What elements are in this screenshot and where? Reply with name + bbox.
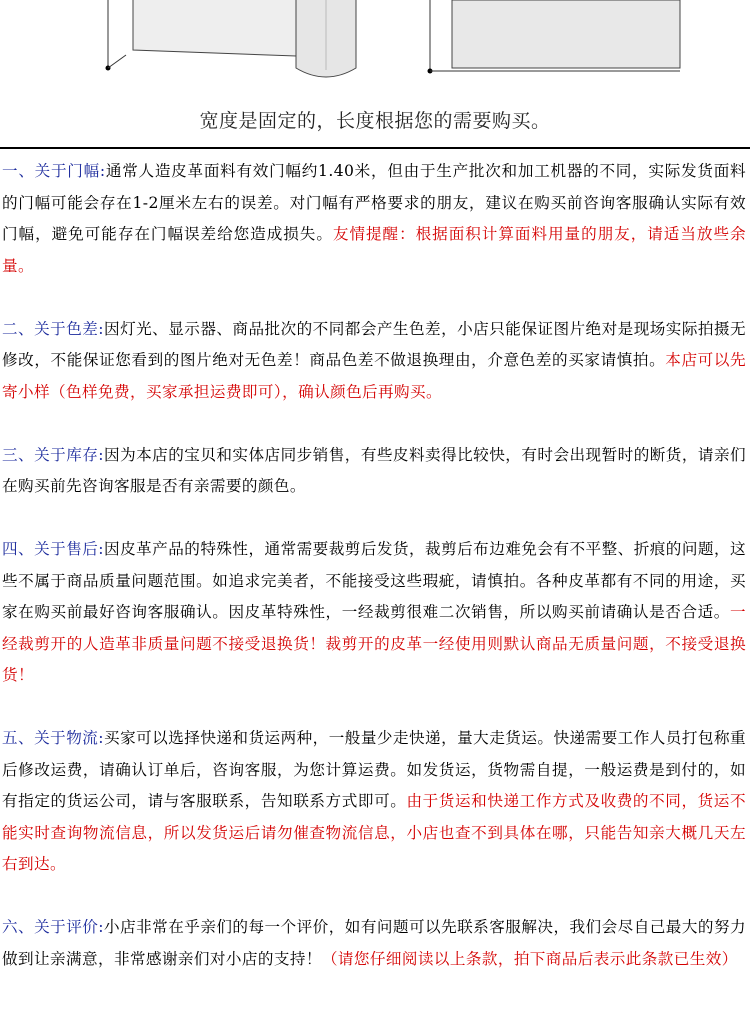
fabric-width-illustration [0, 0, 750, 100]
section-body: 买家可以选择快递和货运两种，一般量少走快递，量大走货运。快递需要工作人员打包称重后修改运费，请确认订单后，咨询客服，为您计算运费。如发货运，货物需自提，一般运费是到付的，如有指定的货运公司，请与客服联系，告知联系方式即可。 [2, 729, 746, 810]
section-heading: 三、关于库存: [2, 445, 104, 464]
section-body: 通常人造皮革面料有效门幅约1.40米，但由于生产批次和加工机器的不同，实际发货面料的门幅可能会存在1-2厘米左右的误差。对门幅有严格要求的朋友，建议在购买前咨询客服确认实际有效门幅，避免可能存在门幅误差给您造成损失。 [2, 162, 747, 243]
section-heading: 六、关于评价: [2, 918, 104, 936]
section-after-sales [0, 534, 750, 692]
section-heading: 一、关于门幅: [2, 162, 106, 180]
section-warning: 由于货运和快递工作方式及收费的不同，货运不能实时查询物流信息，所以发货运后请勿催查物流信息，小店也查不到具体在哪，只能告知亲大概几天左右到达。 [2, 792, 746, 873]
section-warning: 友情提醒：根据面积计算面料用量的朋友，请适当放些余量。 [2, 225, 746, 275]
section-body: 因灯光、显示器、商品批次的不同都会产生色差，小店只能保证图片绝对是现场实际拍摄无修改，不能保证您看到的图片绝对无色差！商品色差不做退换理由，介意色差的买家请慎拍。 [2, 319, 746, 369]
section-reviews [0, 912, 750, 975]
width-caption: 宽度是固定的，长度根据您的需要购买。 [199, 110, 551, 132]
section-logistics [0, 723, 750, 881]
section-door-width [0, 156, 750, 282]
section-warning: 本店可以先寄小样（色样免费，买家承担运费即可），确认颜色后再购买。 [2, 351, 746, 401]
section-heading: 二、关于色差: [2, 319, 104, 338]
divider [0, 147, 750, 149]
section-heading: 四、关于售后: [2, 540, 104, 558]
section-warning: 一经裁剪开的人造革非质量问题不接受退换货！裁剪开的皮革一经使用则默认商品无质量问题，不接受退换货！ [2, 603, 746, 684]
section-stock [0, 440, 750, 503]
section-body: 因为本店的宝贝和实体店同步销售，有些皮料卖得比较快，有时会出现暂时的断货，请亲们在购买前先咨询客服是否有亲需要的颜色。 [2, 445, 746, 495]
section-body: 因皮革产品的特殊性，通常需要裁剪后发货，裁剪后布边难免会有不平整、折痕的问题，这些不属于商品质量问题范围。如追求完美者，不能接受这些瑕疵，请慎拍。各种皮革都有不同的用途，买家在购买前最好咨询客服确认。因皮革特殊性，一经裁剪很难二次销售，所以购买前请确认是否合适。 [2, 540, 746, 621]
section-heading: 五、关于物流: [2, 729, 104, 747]
section-color-difference [0, 314, 750, 409]
terms-content [0, 156, 750, 975]
section-body: 小店非常在乎亲们的每一个评价，如有问题可以先联系客服解决，我们会尽自己最大的努力做到让亲满意，非常感谢亲们对小店的支持！ [2, 918, 746, 968]
section-warning: （请您仔细阅读以上条款，拍下商品后表示此条款已生效） [321, 949, 738, 968]
